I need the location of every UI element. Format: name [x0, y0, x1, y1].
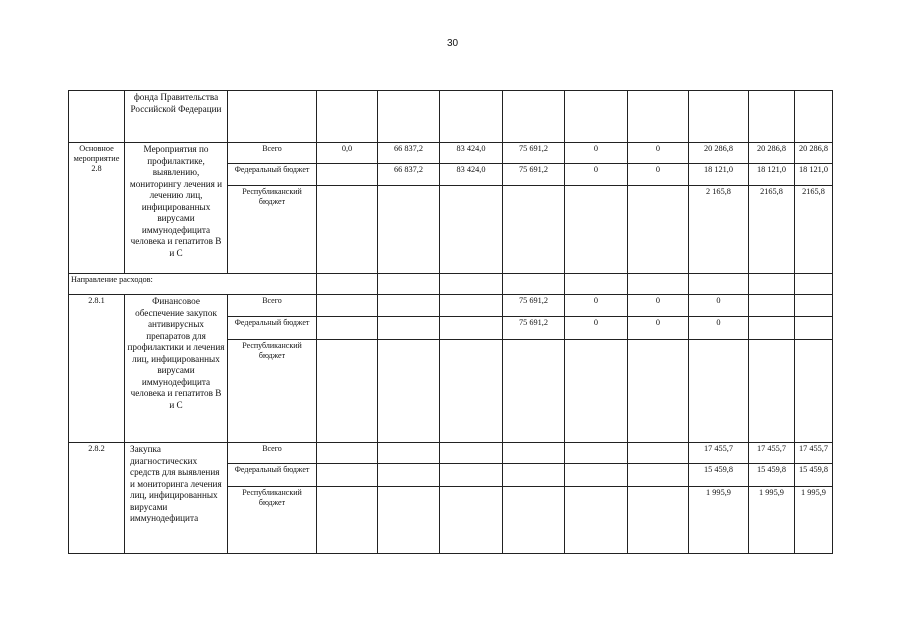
value-cell: [795, 295, 833, 317]
funding-source-label: Федеральный бюджет: [228, 317, 317, 340]
measure-name: Закупка диагностических средств для выявления и мониторинга лечения лиц, инфицированных вирусами иммунодефицита: [125, 443, 228, 554]
value-cell: [378, 317, 440, 340]
value-cell: [565, 464, 628, 487]
value-cell: 0: [565, 295, 628, 317]
value-cell: 75 691,2: [503, 143, 565, 164]
empty-cell: [689, 274, 749, 295]
table-row: [69, 91, 833, 143]
value-cell: 2 165,8: [689, 186, 749, 274]
value-cell: [317, 443, 378, 464]
value-cell: [378, 464, 440, 487]
value-cell: [440, 295, 503, 317]
table-row: [69, 274, 833, 295]
value-cell: 17 455,7: [795, 443, 833, 464]
value-cell: [795, 317, 833, 340]
value-cell: 1 995,9: [795, 487, 833, 554]
empty-cell: [795, 274, 833, 295]
value-cell: 83 424,0: [440, 164, 503, 186]
funding-source-label: Всего: [228, 443, 317, 464]
value-cell: [440, 317, 503, 340]
value-cell: [628, 464, 689, 487]
value-cell: 20 286,8: [749, 143, 795, 164]
value-cell: 20 286,8: [689, 143, 749, 164]
funding-source-label: Федеральный бюджет: [228, 464, 317, 487]
value-cell: [317, 464, 378, 487]
value-cell: 1 995,9: [689, 487, 749, 554]
funding-source-label: Республиканский бюджет: [228, 186, 317, 274]
value-cell: [749, 340, 795, 443]
value-cell: [440, 186, 503, 274]
value-cell: [378, 295, 440, 317]
measure-name: фонда Правительства Российской Федерации: [125, 91, 228, 143]
value-cell: 0: [565, 317, 628, 340]
value-cell: 17 455,7: [749, 443, 795, 464]
value-cell: 0: [628, 143, 689, 164]
value-cell: [317, 317, 378, 340]
table-row: [69, 295, 833, 317]
value-cell: [440, 443, 503, 464]
empty-cell: [317, 274, 378, 295]
value-cell: [628, 340, 689, 443]
table-row: [69, 443, 833, 464]
value-cell: 18 121,0: [749, 164, 795, 186]
value-cell: 0: [628, 317, 689, 340]
value-cell: 0: [628, 164, 689, 186]
value-cell: [749, 317, 795, 340]
value-cell: 20 286,8: [795, 143, 833, 164]
funding-source-label: Всего: [228, 143, 317, 164]
value-cell: [503, 487, 565, 554]
value-cell: [749, 295, 795, 317]
direction-label: Направление расходов:: [69, 274, 317, 295]
empty-cell: [378, 274, 440, 295]
value-cell: [503, 340, 565, 443]
value-cell: [378, 186, 440, 274]
value-cell: [317, 487, 378, 554]
value-cell: [628, 186, 689, 274]
value-cell: [317, 186, 378, 274]
value-cell: 83 424,0: [440, 143, 503, 164]
empty-cell: [628, 274, 689, 295]
value-cell: 1 995,9: [749, 487, 795, 554]
value-cell: 15 459,8: [795, 464, 833, 487]
budget-table: [68, 90, 833, 554]
measure-code: 2.8.1: [69, 295, 125, 443]
value-cell: [503, 443, 565, 464]
empty-cell: [503, 274, 565, 295]
value-cell: 15 459,8: [749, 464, 795, 487]
value-cell: 18 121,0: [689, 164, 749, 186]
value-cell: 18 121,0: [795, 164, 833, 186]
funding-source-label: Федеральный бюджет: [228, 164, 317, 186]
value-cell: 0: [565, 143, 628, 164]
funding-source-label: Республиканский бюджет: [228, 487, 317, 554]
empty-cell: [565, 274, 628, 295]
measure-code: 2.8.2: [69, 443, 125, 554]
value-cell: 66 837,2: [378, 164, 440, 186]
value-cell: [795, 340, 833, 443]
funding-source-label: Республиканский бюджет: [228, 340, 317, 443]
value-cell: 75 691,2: [503, 317, 565, 340]
measure-name: Финансовое обеспечение закупок антивирусных препаратов для профилактики и лечения лиц, инфицированных вирусами иммунодефицита человека и гепатитов В и С: [125, 295, 228, 443]
value-cell: 0: [689, 295, 749, 317]
value-cell: 0: [689, 317, 749, 340]
value-cell: [317, 295, 378, 317]
value-cell: [378, 340, 440, 443]
value-cell: [317, 340, 378, 443]
value-cell: [565, 186, 628, 274]
value-cell: 15 459,8: [689, 464, 749, 487]
value-cell: [440, 487, 503, 554]
measure-code: Основное мероприятие 2.8: [69, 143, 125, 274]
value-cell: 75 691,2: [503, 295, 565, 317]
value-cell: 66 837,2: [378, 143, 440, 164]
value-cell: [565, 340, 628, 443]
value-cell: 2165,8: [795, 186, 833, 274]
table-row: [69, 143, 833, 164]
value-cell: [565, 487, 628, 554]
value-cell: [317, 164, 378, 186]
value-cell: [565, 443, 628, 464]
value-cell: [440, 464, 503, 487]
value-cell: 75 691,2: [503, 164, 565, 186]
value-cell: [503, 464, 565, 487]
value-cell: [378, 443, 440, 464]
value-cell: [378, 487, 440, 554]
empty-cell: [749, 274, 795, 295]
value-cell: 17 455,7: [689, 443, 749, 464]
value-cell: 0: [628, 295, 689, 317]
page-number: 30: [446, 38, 459, 49]
value-cell: 2165,8: [749, 186, 795, 274]
value-cell: [628, 443, 689, 464]
measure-name: Мероприятия по профилактике, выявлению, мониторингу лечения и лечению лиц, инфицированных вирусами иммунодефицита человека и гепатитов В и С: [125, 143, 228, 274]
value-cell: 0,0: [317, 143, 378, 164]
value-cell: [503, 186, 565, 274]
value-cell: [689, 340, 749, 443]
value-cell: [440, 340, 503, 443]
funding-source-label: Всего: [228, 295, 317, 317]
value-cell: 0: [565, 164, 628, 186]
value-cell: [628, 487, 689, 554]
empty-cell: [440, 274, 503, 295]
